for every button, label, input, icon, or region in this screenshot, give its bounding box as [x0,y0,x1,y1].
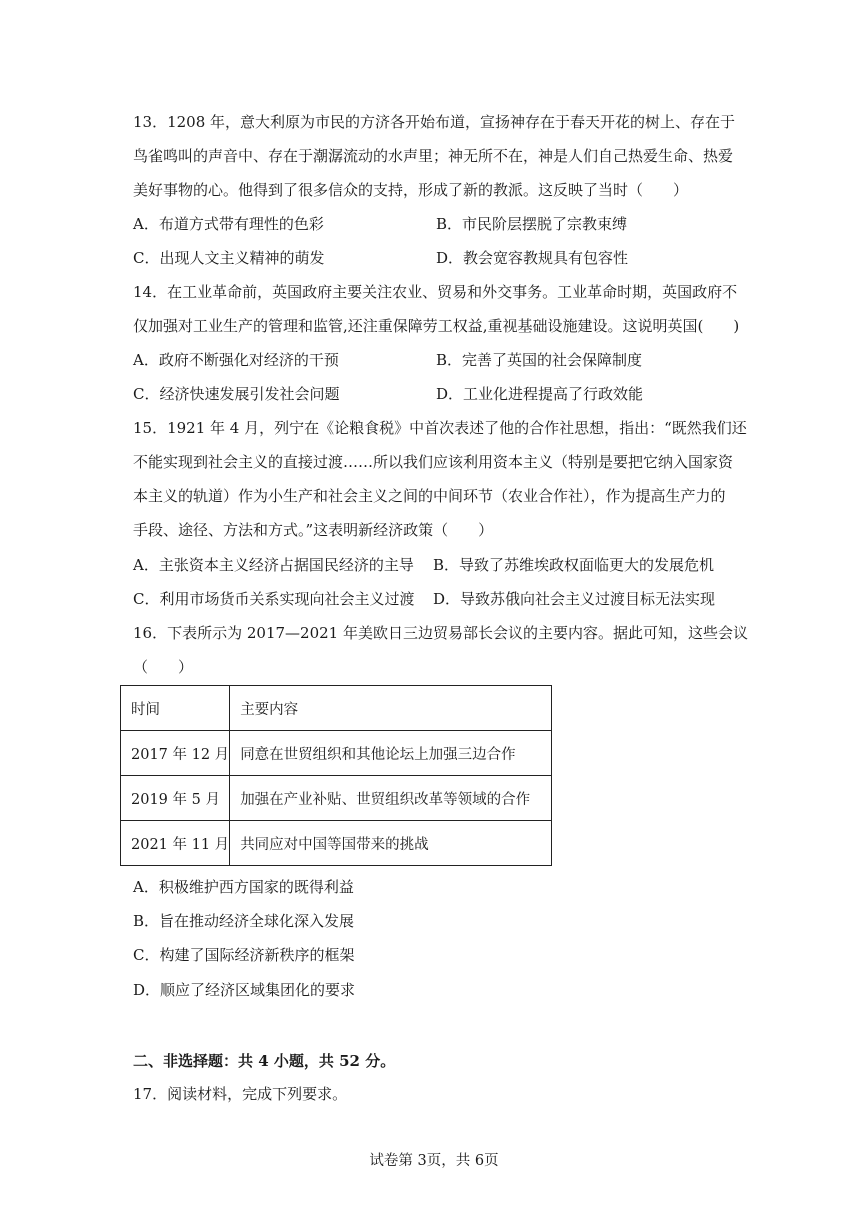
table-cell: 2021 年 11 月 [121,821,230,866]
q14-stem-line-1: 14．在工业革命前，英国政府主要关注农业、贸易和外交事务。工业革命时期，英国政府不 [133,283,738,301]
table-row [121,821,552,866]
q15-option-d[interactable]: D．导致苏俄向社会主义过渡目标无法实现 [433,590,716,608]
q13-option-b[interactable]: B．市民阶层摆脱了宗教束缚 [436,215,628,233]
q15-stem-line-3: 本主义的轨道）作为小生产和社会主义之间的中间环节（农业合作社），作为提高生产力的 [133,487,726,505]
q16-option-d[interactable]: D．顺应了经济区域集团化的要求 [133,981,356,999]
q14-stem-line-2: 仅加强对工业生产的管理和监管,还注重保障劳工权益,重视基础设施建设。这说明英国( ) [133,317,740,335]
q15-option-c[interactable]: C．利用市场货币关系实现向社会主义过渡 [133,590,415,608]
q15-option-b[interactable]: B．导致了苏维埃政权面临更大的发展危机 [433,556,715,574]
table-cell: 同意在世贸组织和其他论坛上加强三边合作 [230,731,552,776]
table-header-cell: 时间 [121,686,230,731]
q15-stem-line-4: 手段、途径、方法和方式。”这表明新经济政策（ ） [133,521,494,539]
q16-stem-line-1: 16．下表所示为 2017—2021 年美欧日三边贸易部长会议的主要内容。据此可知，这些会议 [133,624,748,642]
q16-option-a[interactable]: A．积极维护西方国家的既得利益 [133,878,354,896]
table-row [121,776,552,821]
table-header-cell: 主要内容 [230,686,552,731]
q15-option-a[interactable]: A．主张资本主义经济占据国民经济的主导 [133,556,414,574]
table-header-row [121,686,552,731]
q15-stem-line-2: 不能实现到社会主义的直接过渡……所以我们应该利用资本主义（特别是要把它纳入国家资 [133,453,734,471]
section-heading: 二、非选择题：共 4 小题，共 52 分。 [133,1052,396,1070]
q13-option-c[interactable]: C．出现人文主义精神的萌发 [133,249,325,267]
table-cell: 加强在产业补贴、世贸组织改革等领域的合作 [230,776,552,821]
q14-option-a[interactable]: A．政府不断强化对经济的干预 [133,351,339,369]
q14-option-b[interactable]: B．完善了英国的社会保障制度 [436,351,643,369]
table-cell: 2017 年 12 月 [121,731,230,776]
q13-stem-line-2: 鸟雀鸣叫的声音中、存在于潮潺流动的水声里；神无所不在，神是人们自己热爱生命、热爱 [133,147,734,165]
table-row [121,731,552,776]
q14-option-c[interactable]: C．经济快速发展引发社会问题 [133,385,340,403]
q13-option-d[interactable]: D．教会宽容教规具有包容性 [436,249,629,267]
q13-stem-line-1: 13．1208 年，意大利原为市民的方济各开始布道，宣扬神存在于春天开花的树上、存在于 [133,113,736,131]
table-cell: 2019 年 5 月 [121,776,230,821]
page-footer: 试卷第 3页，共 6页 [369,1153,499,1169]
q13-stem-line-3: 美好事物的心。他得到了很多信众的支持，形成了新的教派。这反映了当时（ ） [133,181,689,199]
q13-option-a[interactable]: A．布道方式带有理性的色彩 [133,215,324,233]
q16-stem-line-2: （ ） [133,658,194,676]
q14-option-d[interactable]: D．工业化进程提高了行政效能 [436,385,644,403]
q16-option-c[interactable]: C．构建了国际经济新秩序的框架 [133,946,355,964]
q15-stem-line-1: 15．1921 年 4 月，列宁在《论粮食税》中首次表述了他的合作社思想，指出：“既然我们还 [133,419,747,437]
q16-option-b[interactable]: B．旨在推动经济全球化深入发展 [133,912,355,930]
q16-table [120,685,552,866]
table-cell: 共同应对中国等国带来的挑战 [230,821,552,866]
q17-stem: 17．阅读材料，完成下列要求。 [133,1085,348,1103]
